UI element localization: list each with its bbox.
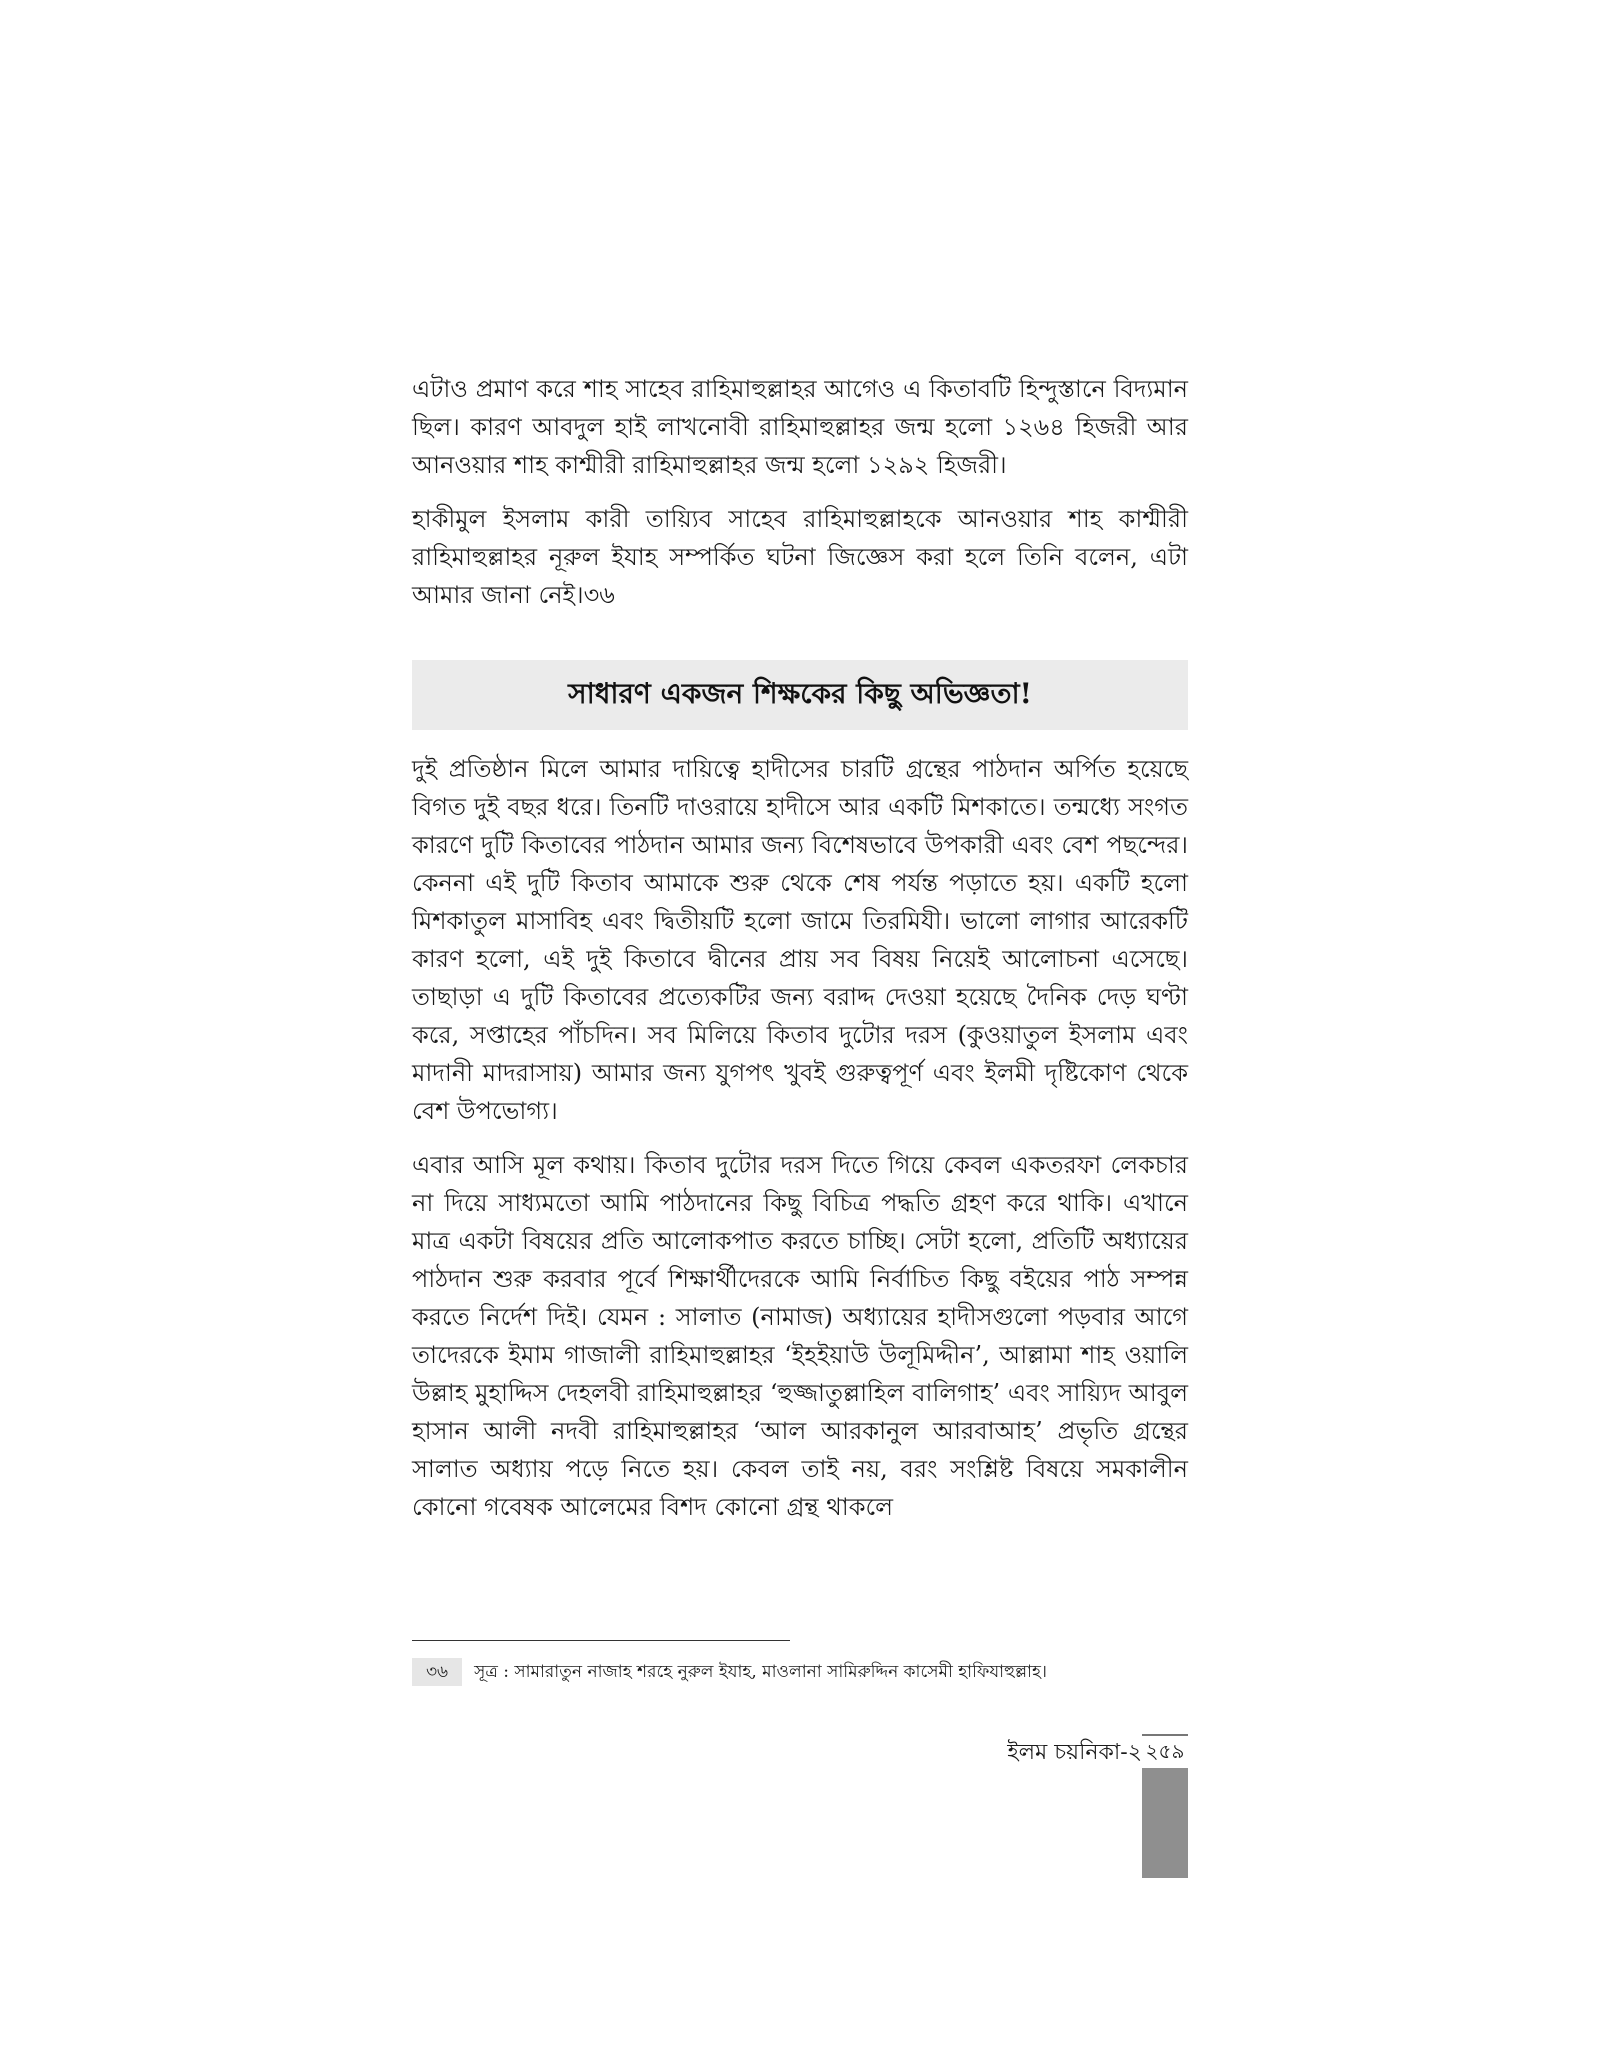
running-footer-title: ইলম চয়নিকা-২ — [1007, 1740, 1142, 1765]
footnote-text: সূত্র : সামারাতুন নাজাহ শরহে নুরুল ইযাহ, মাওলানা সামিরুদ্দিন কাসেমী হাফিযাহুল্লাহ। — [474, 1662, 1047, 1682]
paragraph: এটাও প্রমাণ করে শাহ সাহেব রাহিমাহুল্লাহর আগেও এ কিতাবটি হিন্দুস্তানে বিদ্যমান ছিল। কারণ আবদুল হাই লাখনোবী রাহিমাহুল্লাহর জন্ম হলো ১২৬৪ হিজরী আর আনওয়ার শাহ কাশ্মীরী রাহিমাহুল্লাহর জন্ম হলো ১২৯২ হিজরী। — [412, 375, 1188, 479]
body-text-bottom — [412, 750, 1188, 1542]
footnote — [412, 1658, 1188, 1686]
body-text-top — [412, 370, 1188, 630]
footnote-divider — [412, 1640, 790, 1641]
page-number: ২৫৯ — [1142, 1734, 1188, 1766]
footnote-number: ৩৬ — [412, 1658, 462, 1686]
paragraph: এবার আসি মূল কথায়। কিতাব দুটোর দরস দিতে গিয়ে কেবল একতরফা লেকচার না দিয়ে সাধ্যমতো আমি পাঠদানের কিছু বিচিত্র পদ্ধতি গ্রহণ করে থাকি। এখানে মাত্র একটা বিষয়ের প্রতি আলোকপাত করতে চাচ্ছি। সেটা হলো, প্রতিটি অধ্যায়ের পাঠদান শুরু করবার পূর্বে শিক্ষার্থীদেরকে আমি নির্বাচিত কিছু বইয়ের পাঠ সম্পন্ন করতে নির্দেশ দিই। যেমন : সালাত (নামাজ) অধ্যায়ের হাদীসগুলো পড়বার আগে তাদেরকে ইমাম গাজালী রাহিমাহুল্লাহর ‘ইহইয়াউ উলূমিদ্দীন’, আল্লামা শাহ ওয়ালি উল্লাহ মুহাদ্দিস দেহলবী রাহিমাহুল্লাহর ‘হুজ্জাতুল্লাহিল বালিগাহ’ এবং সায়্যিদ আবুল হাসান আলী নদবী রাহিমাহুল্লাহর ‘আল আরকানুল আরবাআহ’ প্রভৃতি গ্রন্থের সালাত অধ্যায় পড়ে নিতে হয়। কেবল তাই নয়, বরং সংশ্লিষ্ট বিষয়ে সমকালীন কোনো গবেষক আলেমের বিশদ কোনো গ্রন্থ থাকলে — [412, 1151, 1188, 1521]
paragraph: হাকীমুল ইসলাম কারী তায়্যিব সাহেব রাহিমাহুল্লাহকে আনওয়ার শাহ কাশ্মীরী রাহিমাহুল্লাহর নূরুল ইযাহ সম্পর্কিত ঘটনা জিজ্ঞেস করা হলে তিনি বলেন, এটা আমার জানা নেই।৩৬ — [412, 505, 1188, 609]
paragraph: দুই প্রতিষ্ঠান মিলে আমার দায়িত্বে হাদীসের চারটি গ্রন্থের পাঠদান অর্পিত হয়েছে বিগত দুই বছর ধরে। তিনটি দাওরায়ে হাদীসে আর একটি মিশকাতে। তন্মধ্যে সংগত কারণে দুটি কিতাবের পাঠদান আমার জন্য বিশেষভাবে উপকারী এবং বেশ পছন্দের। কেননা এই দুটি কিতাব আমাকে শুরু থেকে শেষ পর্যন্ত পড়াতে হয়। একটি হলো মিশকাতুল মাসাবিহ এবং দ্বিতীয়টি হলো জামে তিরমিযী। ভালো লাগার আরেকটি কারণ হলো, এই দুই কিতাবে দ্বীনের প্রায় সব বিষয় নিয়েই আলোচনা এসেছে। তাছাড়া এ দুটি কিতাবের প্রত্যেকটির জন্য বরাদ্দ দেওয়া হয়েছে দৈনিক দেড় ঘণ্টা করে, সপ্তাহের পাঁচদিন। সব মিলিয়ে কিতাব দুটোর দরস (কুওয়াতুল ইসলাম এবং মাদানী মাদরাসায়) আমার জন্য যুগপৎ খুবই গুরুত্বপূর্ণ এবং ইলমী দৃষ্টিকোণ থেকে বেশ উপভোগ্য। — [412, 755, 1188, 1125]
section-heading: সাধারণ একজন শিক্ষকের কিছু অভিজ্ঞতা! — [568, 676, 1032, 710]
thumb-index-bar — [1142, 1768, 1188, 1878]
section-heading-box — [412, 660, 1188, 730]
